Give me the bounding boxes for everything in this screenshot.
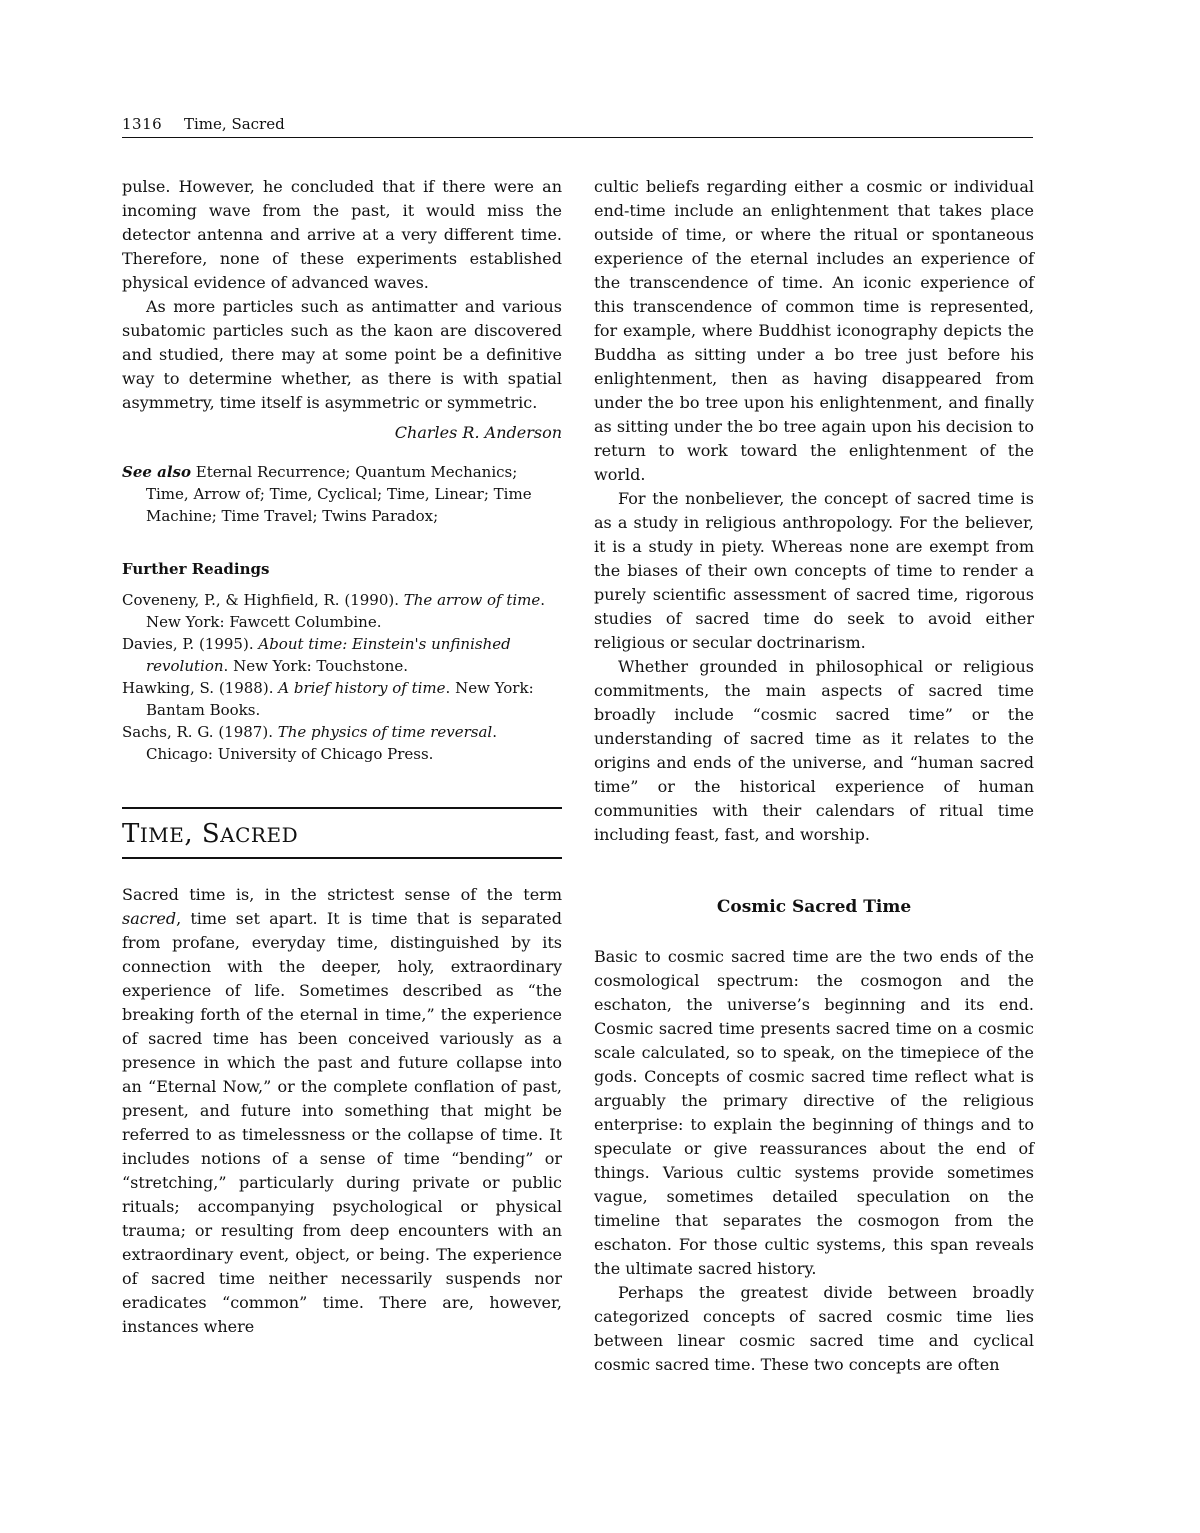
reference-title: The arrow of time <box>403 591 541 609</box>
left-column <box>122 175 562 1339</box>
author-signature: Charles R. Anderson <box>394 423 562 442</box>
paragraph-nonbeliever: For the nonbeliever, the concept of sacred time is as a study in religious anthropology. For the believer, it is a study in piety. Whereas none are exempt from the biases of their own concepts of time to render a purely scientific assessment of sacred time, rigorous studies of sacred time do seek to avoid either religious or secular doctrinarism. <box>594 489 1034 652</box>
reference-item: Hawking, S. (1988). A brief history of time. New York: Bantam Books. <box>122 679 534 719</box>
paragraph-greatest-divide: Perhaps the greatest divide between broadly categorized concepts of sacred cosmic time lies between linear cosmic sacred time and cyclical cosmic sacred time. These two concepts are often <box>594 1283 1034 1374</box>
see-also-list: Eternal Recurrence; Quantum Mechanics; Time, Arrow of; Time, Cyclical; Time, Linear; Time Machine; Time Travel; Twins Paradox; <box>146 463 532 525</box>
paragraph-sacred-time-intro: Sacred time is, in the strictest sense of the term sacred, time set apart. It is time that is separated from profane, everyday time, distinguished by its connection with the deeper, holy, extraordinary experience of life. Sometimes described as “the breaking forth of the eternal in time,” the experience of sacred time has been conceived variously as a presence in which the past and future collapse into an “Eternal Now,” or the complete conflation of past, present, and future into something that might be referred to as timelessness or the collapse of time. It includes notions of a sense of time “bending” or “stretching,” particularly during private or public rituals; accompanying psychological or physical trauma; or resulting from deep encounters with an extraordinary event, object, or being. The experience of sacred time neither necessarily suspends nor eradicates “common” time. There are, however, instances where <box>122 885 562 1336</box>
reference-title: A brief history of time <box>278 679 446 697</box>
page-number: 1316 <box>122 115 163 133</box>
running-header <box>122 113 1033 138</box>
paragraph-particles: As more particles such as antimatter and various subatomic particles such as the kaon are discovered and studied, there may at some point be a definitive way to determine whether, as there is with spatial asymmetry, time itself is asymmetric or symmetric. <box>122 297 562 412</box>
reference-item: Sachs, R. G. (1987). The physics of time reversal. Chicago: University of Chicago Press. <box>122 723 497 763</box>
reference-item: Davies, P. (1995). About time: Einstein's unfinished revolution. New York: Touchstone. <box>122 635 511 675</box>
paragraph-main-aspects: Whether grounded in philosophical or religious commitments, the main aspects of sacred time broadly include “cosmic sacred time” or the understanding of sacred time as it relates to the origins and ends of the universe, and “human sacred time” or the historical experience of human communities with their calendars of ritual time including feast, fast, and worship. <box>594 657 1034 844</box>
paragraph-pulse: pulse. However, he concluded that if there were an incoming wave from the past, it would miss the detector antenna and arrive at a very different time. Therefore, none of these experiments established physical evidence of advanced waves. <box>122 177 562 292</box>
reference-title: The physics of time reversal <box>277 723 493 741</box>
reference-title: About time: Einstein's unfinished revolution <box>146 635 511 675</box>
see-also-label: See also <box>122 463 192 481</box>
entry-title: TIME, SACRED <box>122 807 562 859</box>
reference-item: Coveneny, P., & Highfield, R. (1990). The arrow of time. New York: Fawcett Columbine. <box>122 591 546 631</box>
running-title: Time, Sacred <box>184 115 285 133</box>
paragraph-cosmogon-eschaton: Basic to cosmic sacred time are the two ends of the cosmological spectrum: the cosmogon and the eschaton, the universe’s beginning and its end. Cosmic sacred time presents sacred time on a cosmic scale calculated, so to speak, on the timepiece of the gods. Concepts of cosmic sacred time reflect what is arguably the primary directive of the religious enterprise: to explain the beginning of things and to speculate or give reassurances about the end of things. Various cultic systems provide sometimes vague, sometimes detailed speculation on the timeline that separates the cosmogon from the eschaton. For those cultic systems, this span reveals the ultimate sacred history. <box>594 947 1034 1278</box>
paragraph-cultic-beliefs: cultic beliefs regarding either a cosmic or individual end-time include an enlightenment that takes place outside of time, or where the ritual or spontaneous experience of the eternal includes an experience of the transcendence of time. An iconic experience of this transcendence of common time is represented, for example, where Buddhist iconography depicts the Buddha as sitting under a bo tree just before his enlightenment, then as having disappeared from under the bo tree upon his enlightenment, and finally as sitting under the bo tree again upon his decision to return to work toward the enlightenment of the world. <box>594 177 1034 484</box>
right-column <box>594 175 1034 1377</box>
see-also <box>122 461 562 527</box>
further-readings-heading: Further Readings <box>122 560 270 578</box>
section-heading-cosmic-sacred-time: Cosmic Sacred Time <box>716 897 912 917</box>
